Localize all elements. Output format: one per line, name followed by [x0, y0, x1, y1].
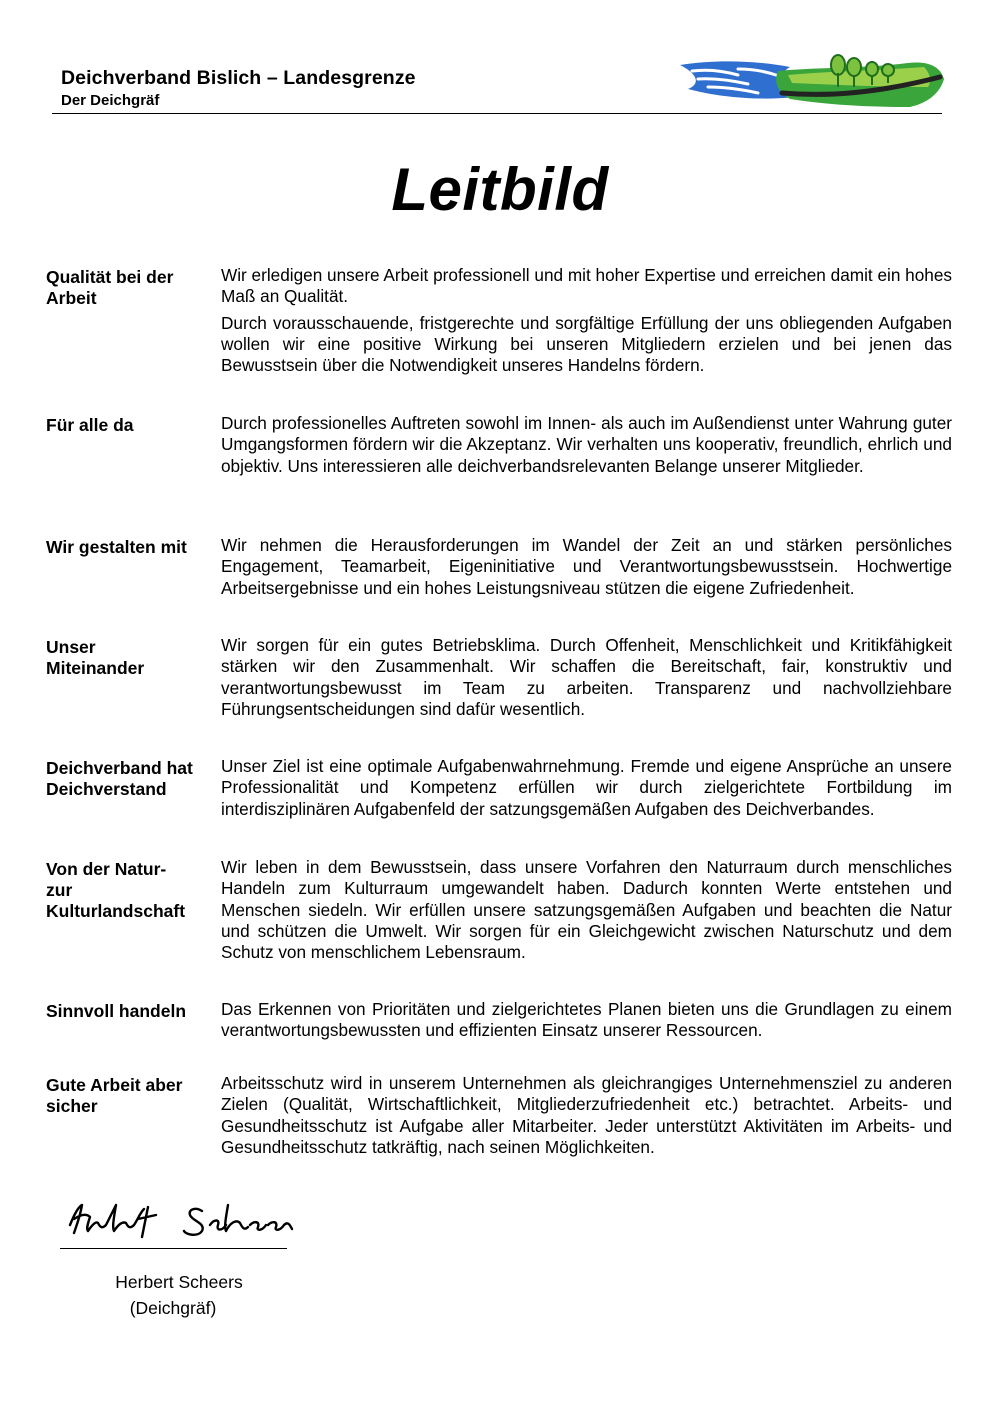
section-paragraph: Das Erkennen von Prioritäten und zielgerichtetes Planen bieten uns die Grundlagen zu einem verantwortungsbewussten und effizienten Einsatz unserer Ressourcen.: [221, 999, 952, 1041]
section-body: [221, 413, 952, 477]
section-label: Gute Arbeit aber sicher: [46, 1075, 183, 1116]
dike-landscape-logo-icon: [678, 53, 946, 111]
section-paragraph: Arbeitsschutz wird in unserem Unternehmen als gleichrangiges Unternehmensziel zu anderen Zielen (Qualität, Wirtschaftlichkeit, Mitgliederzufriedenheit etc.) betrachtet. Arbeits- und Gesundheitsschutz ist Aufgabe aller Mitarbeiter. Jeder unterstützt Aktivitäten im Arbeits- und Gesundheitsschutz tatkräftig, nach seinen Möglichkeiten.: [221, 1073, 952, 1157]
section-body: [221, 1073, 952, 1158]
section-label: Für alle da: [46, 415, 134, 435]
section-body: [221, 635, 952, 720]
section-paragraph: Wir erledigen unsere Arbeit professionell und mit hoher Expertise und erreichen damit ein hohes Maß an Qualität.: [221, 265, 952, 307]
organization-name: Deichverband Bislich – Landesgrenze: [61, 67, 416, 89]
section-paragraph: Wir nehmen die Herausforderungen im Wandel der Zeit an und stärken persönliches Engagement, Teamarbeit, Eigeninitiative und Verantwortungsbewusstsein. Hochwertige Arbeitsergebnisse und ein hohes Leistungsniveau stützen die eigene Zufriedenheit.: [221, 535, 952, 598]
signature-line: [60, 1248, 287, 1249]
header-rule: [52, 113, 942, 114]
section-label: Deichverband hat Deichverstand: [46, 758, 193, 799]
section-paragraph: Wir sorgen für ein gutes Betriebsklima. Durch Offenheit, Menschlichkeit und Kritikfähigkeit stärken wir den Zusammenhalt. Wir schaffen die Bereitschaft, fair, konstruktiv und verantwortungsbewusst im Team zu arbeiten. Transparenz und nachvollziehbare Führungsentscheidungen sind dafür wesentlich.: [221, 635, 952, 719]
sender-role: Der Deichgräf: [61, 92, 160, 109]
section-label: Von der Natur- zur Kulturlandschaft: [46, 859, 186, 921]
signatory-role: (Deichgräf): [129, 1298, 217, 1318]
section-paragraph: Durch professionelles Auftreten sowohl im Innen- als auch im Außendienst unter Wahrung guter Umgangsformen fördern wir die Akzeptanz. Wir verhalten uns kooperativ, freundlich, ehrlich und objektiv. Uns interessieren alle deichverbandsrelevanten Belange unserer Mitglieder.: [221, 413, 952, 476]
section-label: Wir gestalten mit: [46, 537, 187, 557]
section-body: [221, 535, 952, 599]
section-body: [221, 756, 952, 820]
section-paragraph: Wir leben in dem Bewusstsein, dass unsere Vorfahren den Naturraum durch menschliches Handeln zum Kulturraum umgewandelt haben. Dadurch konnten Werte entstehen und Menschen siedeln. Wir erfüllen unsere satzungsgemäßen Aufgaben und beachten die Natur und schützen die Umwelt. Wir sorgen für ein Gleichgewicht zwischen Naturschutz und dem Schutz von menschlichem Lebensraum.: [221, 857, 952, 963]
section-body: [221, 265, 952, 376]
section-label: Qualität bei der Arbeit: [46, 267, 174, 308]
section-body: [221, 999, 952, 1042]
section-paragraph: Durch vorausschauende, fristgerechte und sorgfältige Erfüllung der uns obliegenden Aufgaben wollen wir eine positive Wirkung bei unseren Mitgliedern erzielen und bei jenen das Bewusstsein über die Notwendigkeit unseres Handelns fördern.: [221, 312, 952, 376]
page-title: Leitbild: [391, 156, 609, 223]
signatory-name: Herbert Scheers: [115, 1272, 243, 1292]
section-label: Unser Miteinander: [46, 637, 145, 678]
handwritten-signature: [60, 1195, 300, 1250]
section-body: [221, 857, 952, 963]
section-paragraph: Unser Ziel ist eine optimale Aufgabenwahrnehmung. Fremde und eigene Ansprüche an unsere Professionalität und Kompetenz erfüllen wir durch zielgerichtete Fortbildung im interdisziplinären Aufgabenfeld der satzungsgemäßen Aufgaben des Deichverbandes.: [221, 756, 952, 819]
section-label: Sinnvoll handeln: [46, 1001, 187, 1021]
